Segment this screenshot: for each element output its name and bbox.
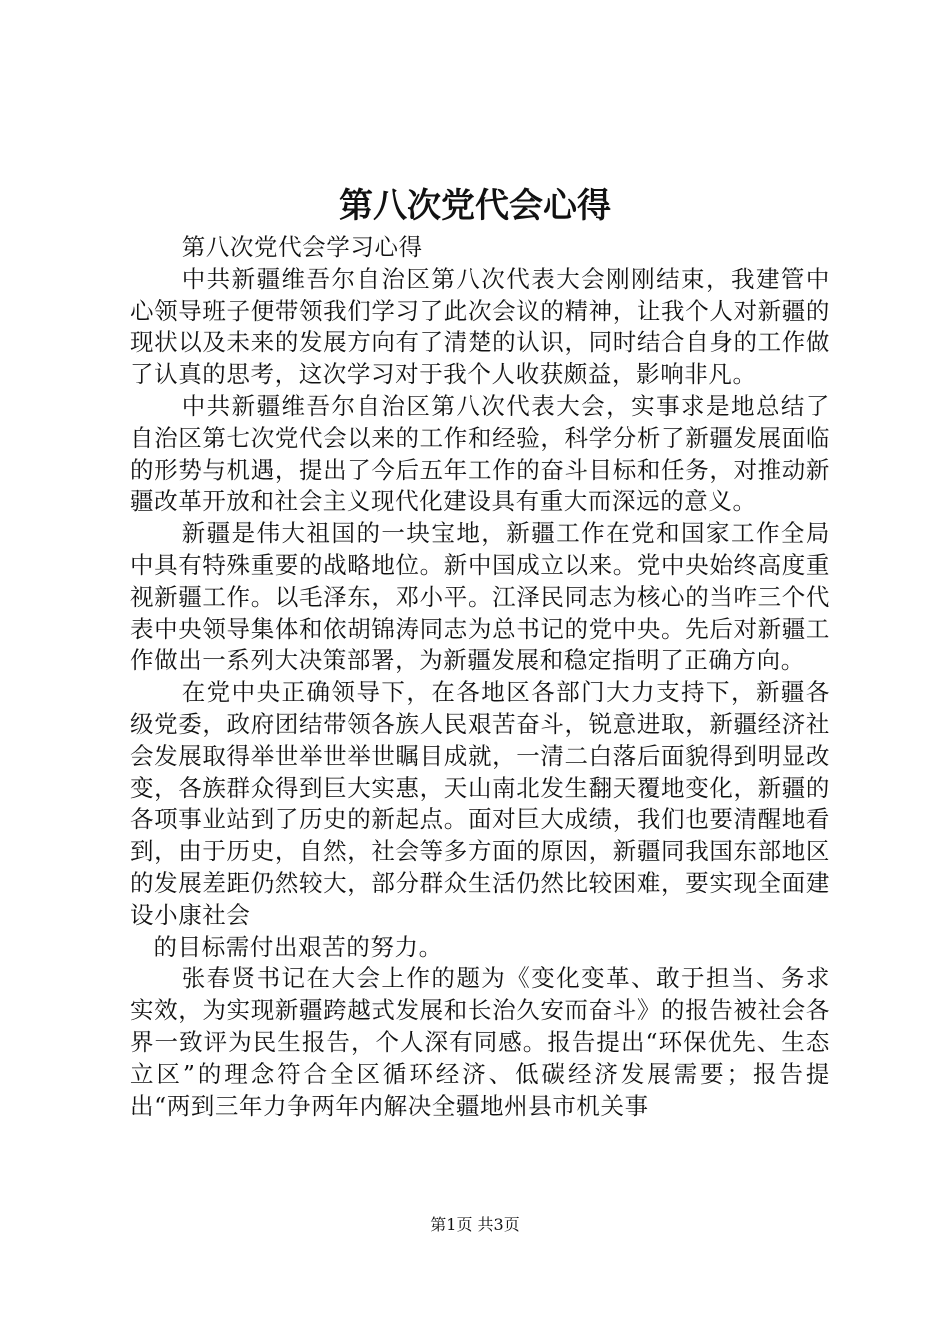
- paragraph: 中共新疆维吾尔自治区第八次代表大会刚刚结束，我建管中心领导班子便带领我们学习了此次会议的精神，让我个人对新疆的现状以及未来的发展方向有了清楚的认识，同时结合自身的工作做了认真的思考，这次学习对于我个人收获颇益，影响非凡。: [130, 264, 830, 389]
- paragraph: 中共新疆维吾尔自治区第八次代表大会，实事求是地总结了自治区第七次党代会以来的工作和经验，科学分析了新疆发展面临的形势与机遇，提出了今后五年工作的奋斗目标和任务，对推动新疆改革开放和社会主义现代化建设具有重大而深远的意义。: [130, 391, 830, 516]
- paragraph: 张春贤书记在大会上作的题为《变化变革、敢于担当、务求实效，为实现新疆跨越式发展和长治久安而奋斗》的报告被社会各界一致评为民生报告，个人深有同感。报告提出“环保优先、生态立区”的理念符合全区循环经济、低碳经济发展需要；报告提出“两到三年力争两年内解决全疆地州县市机关事: [130, 964, 830, 1120]
- paragraph: 的目标需付出艰苦的努力。: [153, 932, 443, 961]
- document-body: [130, 232, 830, 1122]
- paragraph: 新疆是伟大祖国的一块宝地，新疆工作在党和国家工作全局中具有特殊重要的战略地位。新中国成立以来。党中央始终高度重视新疆工作。以毛泽东，邓小平。江泽民同志为核心的当咋三个代表中央领导集体和依胡锦涛同志为总书记的党中央。先后对新疆工作做出一系列大决策部署，为新疆发展和稳定指明了正确方向。: [130, 519, 830, 675]
- paragraph-subtitle: 第八次党代会学习心得: [181, 233, 423, 261]
- paragraph: 在党中央正确领导下，在各地区各部门大力支持下，新疆各级党委，政府团结带领各族人民艰苦奋斗，锐意进取，新疆经济社会发展取得举世举世举世瞩目成就，一清二白落后面貌得到明显改变，各族群众得到巨大实惠，天山南北发生翻天覆地变化，新疆的各项事业站到了历史的新起点。面对巨大成绩，我们也要清醒地看到，由于历史，自然，社会等多方面的原因，新疆同我国东部地区的发展差距仍然较大，部分群众生活仍然比较困难，要实现全面建设小康社会: [130, 678, 830, 929]
- document-title: 第八次党代会心得: [339, 186, 611, 226]
- page-footer: 第1页 共3页: [430, 1215, 520, 1234]
